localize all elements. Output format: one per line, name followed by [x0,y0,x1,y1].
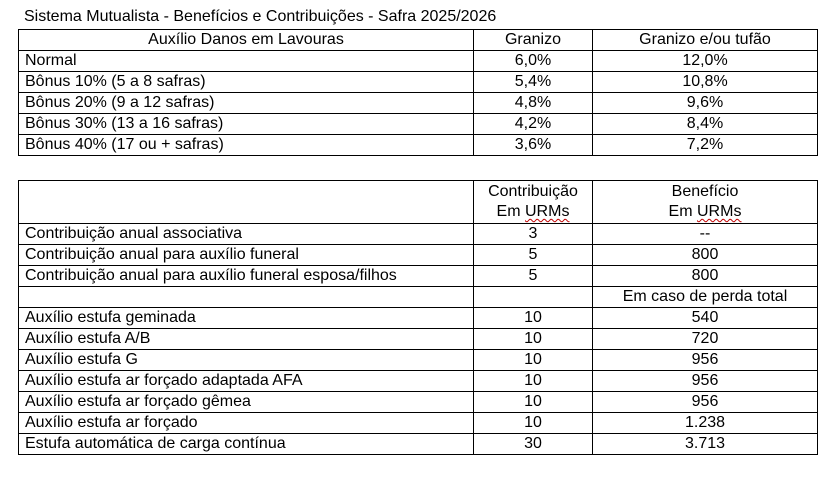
row-label: Bônus 40% (17 ou + safras) [19,135,474,156]
table-row [19,287,818,308]
benefit-value: 800 [593,266,818,287]
benefit-value: 540 [593,308,818,329]
benefit-value: 1.238 [593,413,818,434]
header-benefit [593,181,818,224]
row-label: Contribuição anual para auxílio funeral [19,245,474,266]
contribution-value: 10 [474,371,593,392]
row-label: Bônus 20% (9 a 12 safras) [19,93,474,114]
table-row [19,308,818,329]
table-header-row [19,30,818,51]
header-crop-damage: Auxílio Danos em Lavouras [19,30,474,51]
contribution-value: 10 [474,308,593,329]
table-row [19,392,818,413]
header-contribution [474,181,593,224]
row-label: Bônus 30% (13 a 16 safras) [19,114,474,135]
row-label: Auxílio estufa ar forçado adaptada AFA [19,371,474,392]
benefit-value: 956 [593,371,818,392]
hail-typhoon-rate: 7,2% [593,135,818,156]
header-benefit-prefix: Em [668,203,697,220]
table-row [19,329,818,350]
crop-damage-table [18,29,818,156]
row-label: Auxílio estufa ar forçado gêmea [19,392,474,413]
table-row [19,93,818,114]
table-row [19,434,818,455]
benefit-value: 3.713 [593,434,818,455]
row-label: Bônus 10% (5 a 8 safras) [19,72,474,93]
header-benefit-line1: Benefício [671,183,739,200]
contributions-benefits-table [18,180,818,455]
table-row [19,51,818,72]
header-contribution-prefix: Em [496,203,525,220]
contribution-value: 10 [474,329,593,350]
benefit-value: 720 [593,329,818,350]
contribution-value: 30 [474,434,593,455]
row-label [19,287,474,308]
benefit-value: -- [593,224,818,245]
hail-typhoon-rate: 12,0% [593,51,818,72]
row-label: Auxílio estufa geminada [19,308,474,329]
row-label: Auxílio estufa ar forçado [19,413,474,434]
table-row [19,266,818,287]
table-row [19,72,818,93]
document-title: Sistema Mutualista - Benefícios e Contribuições - Safra 2025/2026 [24,8,497,25]
table-header-row [19,181,818,224]
header-empty-cell [19,181,474,224]
hail-rate: 6,0% [474,51,593,72]
table-row [19,245,818,266]
header-hail: Granizo [474,30,593,51]
table-row [19,135,818,156]
header-contribution-line1: Contribuição [488,183,578,200]
contribution-value [474,287,593,308]
contribution-value: 10 [474,350,593,371]
hail-typhoon-rate: 10,8% [593,72,818,93]
contribution-value: 5 [474,266,593,287]
header-hail-typhoon: Granizo e/ou tufão [593,30,818,51]
hail-typhoon-rate: 8,4% [593,114,818,135]
table-row [19,413,818,434]
header-benefit-unit: URMs [697,203,742,220]
table-row [19,371,818,392]
hail-rate: 3,6% [474,135,593,156]
benefit-value: 956 [593,350,818,371]
benefit-value: 956 [593,392,818,413]
hail-rate: 4,2% [474,114,593,135]
table-row [19,350,818,371]
benefit-subheader: Em caso de perda total [593,287,818,308]
table-row [19,224,818,245]
hail-rate: 4,8% [474,93,593,114]
contribution-value: 10 [474,392,593,413]
contribution-value: 3 [474,224,593,245]
row-label: Contribuição anual associativa [19,224,474,245]
row-label: Auxílio estufa G [19,350,474,371]
table-row [19,114,818,135]
hail-typhoon-rate: 9,6% [593,93,818,114]
header-contribution-unit: URMs [525,203,570,220]
row-label: Contribuição anual para auxílio funeral esposa/filhos [19,266,474,287]
benefit-value: 800 [593,245,818,266]
header-contribution-line2 [480,202,586,222]
contribution-value: 10 [474,413,593,434]
row-label: Estufa automática de carga contínua [19,434,474,455]
header-benefit-line2 [599,202,811,222]
contribution-value: 5 [474,245,593,266]
hail-rate: 5,4% [474,72,593,93]
row-label: Auxílio estufa A/B [19,329,474,350]
row-label: Normal [19,51,474,72]
